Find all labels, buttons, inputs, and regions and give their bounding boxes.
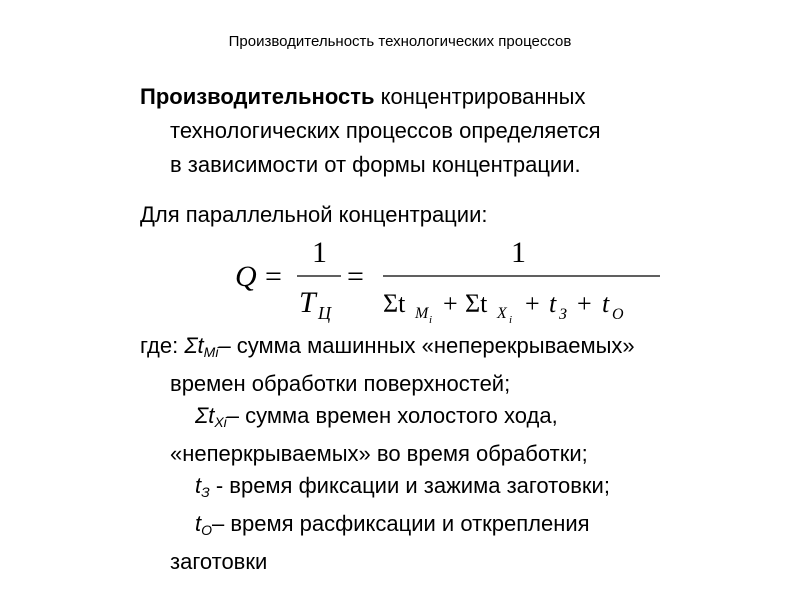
def4-symbol: t [195, 511, 202, 536]
formula-T: T [299, 286, 316, 319]
intro-line-1-rest: концентрированных [374, 84, 586, 109]
def2-text: – сумма времен холостого хода, [226, 403, 558, 428]
definition-3 [140, 470, 635, 508]
formula-t3: t [549, 289, 557, 318]
formula-one-2: 1 [511, 236, 526, 269]
intro-paragraph [140, 80, 601, 182]
formula-tO: t [602, 289, 610, 318]
where-prefix: где: [140, 333, 185, 358]
definition-2-continuation: «неперкрываемых» во время обработки; [170, 441, 588, 466]
formula-X: X [497, 305, 507, 322]
intro-line-1 [140, 80, 601, 114]
formula-plus-3: + [577, 289, 592, 318]
def1-subscript: Mi [203, 344, 219, 360]
formula-sigma-1: Σt [383, 289, 406, 318]
def2-subscript: Xi [214, 414, 227, 430]
def1-symbol: Σt [184, 333, 204, 358]
formula-one-1: 1 [312, 236, 327, 269]
formula-tO-sub: О [612, 306, 624, 323]
definition-4-continuation: заготовки [170, 549, 268, 574]
formula-eq-1: = [265, 260, 282, 293]
def4-subscript: О [201, 522, 213, 538]
parallel-label: Для параллельной концентрации: [140, 202, 488, 227]
formula-plus-2: + [525, 289, 540, 318]
slide-title: Производительность технологических процессов [228, 33, 572, 50]
formula-eq-2: = [347, 260, 364, 293]
def3-subscript: З [201, 484, 210, 500]
def4-text: – время расфиксации и открепления [212, 511, 590, 536]
definition-2 [140, 400, 635, 438]
formula-plus-1: + [443, 289, 458, 318]
formula-M: M [415, 305, 429, 322]
definition-1 [140, 330, 635, 368]
formula-sigma-2: Σt [465, 289, 488, 318]
productivity-formula [225, 230, 665, 330]
formula-t3-sub: З [559, 306, 567, 323]
definition-4 [140, 508, 635, 546]
formula-Q: Q [235, 260, 257, 293]
def1-text: – сумма машинных «неперекрываемых» [218, 333, 635, 358]
formula-M-sub: i [429, 314, 433, 326]
def3-symbol: t [195, 473, 202, 498]
def2-symbol: Σt [195, 403, 215, 428]
intro-line-3: в зависимости от формы концентрации. [170, 152, 581, 177]
def3-text: - время фиксации и зажима заготовки; [209, 473, 610, 498]
formula-T-sub: Ц [318, 303, 331, 323]
intro-bold-word: Производительность [140, 84, 375, 109]
where-definitions [140, 330, 635, 578]
formula-X-sub: i [509, 314, 513, 326]
definition-1-continuation: времен обработки поверхностей; [170, 371, 511, 396]
intro-line-2: технологических процессов определяется [170, 118, 601, 143]
